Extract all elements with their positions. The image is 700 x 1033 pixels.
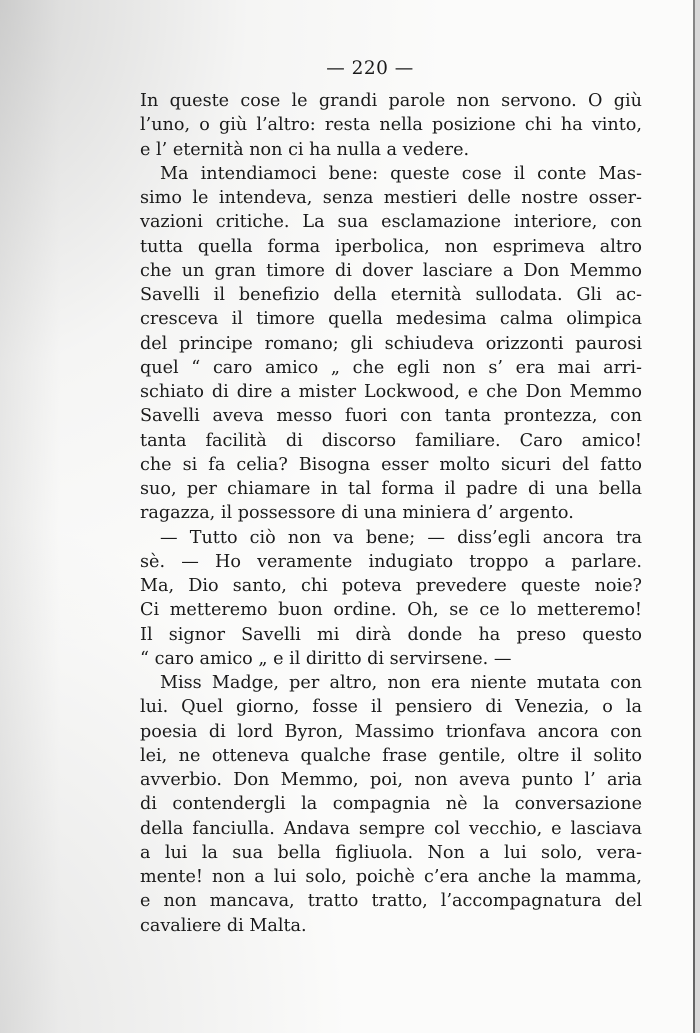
paragraph-first-line: Miss Madge, per altro, non era niente mutata con bbox=[160, 673, 642, 693]
text-line: ragazza, il possessore di una miniera d’ argento. bbox=[140, 503, 574, 524]
text-line: e l’ eternità non ci ha nulla a vedere. bbox=[140, 139, 470, 160]
text-line: cavaliere di Malta. bbox=[140, 915, 307, 936]
paragraph-first-line: Ma intendiamoci bene: queste cose il conte Mas- bbox=[160, 163, 642, 184]
text-line: schiato di dire a mister Lockwood, e che Don Memmo bbox=[140, 382, 642, 402]
text-line: e non mancava, tratto tratto, l’accompagnatura del bbox=[140, 891, 642, 912]
text-line: cresceva il timore quella medesima calma olimpica bbox=[140, 309, 642, 330]
text-line: poesia di lord Byron, Massimo trionfava ancora con bbox=[140, 721, 642, 742]
text-line: Ci metteremo buon ordine. Oh, se ce lo metteremo! bbox=[140, 600, 642, 621]
text-line: del principe romano; gli schiudeva orizzonti paurosi bbox=[140, 333, 642, 354]
text-line: l’uno, o giù l’altro: resta nella posizione chi ha vinto, bbox=[140, 115, 642, 136]
text-line: suo, per chiamare in tal forma il padre di una bella bbox=[140, 479, 642, 499]
text-line: “ caro amico „ e il diritto di servirsene. — bbox=[140, 648, 512, 669]
text-line: che un gran timore di dover lasciare a Don Memmo bbox=[140, 260, 642, 281]
text-line: sè. — Ho veramente indugiato troppo a parlare. bbox=[140, 551, 642, 572]
text-line: della fanciulla. Andava sempre col vecchio, e lasciava bbox=[140, 818, 642, 839]
text-line: Savelli il benefizio della eternità sullodata. Gli ac- bbox=[140, 285, 642, 305]
page-number: — 220 — bbox=[326, 58, 414, 79]
text-line: Savelli aveva messo fuori con tanta prontezza, con bbox=[140, 406, 642, 427]
text-line: di contendergli la compagnia nè la conversazione bbox=[140, 794, 642, 815]
text-line: lui. Quel giorno, fosse il pensiero di Venezia, o la bbox=[140, 697, 642, 718]
text-line: avverbio. Don Memmo, poi, non aveva punto l’ aria bbox=[140, 770, 642, 790]
text-line: tutta quella forma iperbolica, non esprimeva altro bbox=[140, 236, 642, 257]
text-line: vazioni critiche. La sua esclamazione interiore, con bbox=[140, 212, 642, 233]
paragraph-first-line: — Tutto ciò non va bene; — diss’egli ancora tra bbox=[160, 527, 642, 548]
text-line: a lui la sua bella figliuola. Non a lui solo, vera- bbox=[140, 842, 642, 863]
text-line: che si fa celia? Bisogna esser molto sicuri del fatto bbox=[140, 454, 642, 475]
text-line: simo le intendeva, senza mestieri delle nostre osser- bbox=[140, 188, 642, 208]
text-line: tanta facilità di discorso familiare. Caro amico! bbox=[140, 430, 642, 451]
page-edge-shadow bbox=[695, 0, 700, 1033]
text-line: mente! non a lui solo, poichè c’era anche la mamma, bbox=[140, 867, 642, 887]
text-line: In queste cose le grandi parole non servono. O giù bbox=[140, 91, 642, 111]
text-line: Il signor Savelli mi dirà donde ha preso questo bbox=[140, 624, 642, 645]
text-line: quel “ caro amico „ che egli non s’ era mai arri- bbox=[140, 357, 642, 378]
body-text bbox=[140, 89, 642, 938]
text-line: lei, ne otteneva qualche frase gentile, oltre il solito bbox=[140, 745, 642, 766]
text-line: Ma, Dio santo, chi poteva prevedere queste noie? bbox=[140, 576, 642, 596]
